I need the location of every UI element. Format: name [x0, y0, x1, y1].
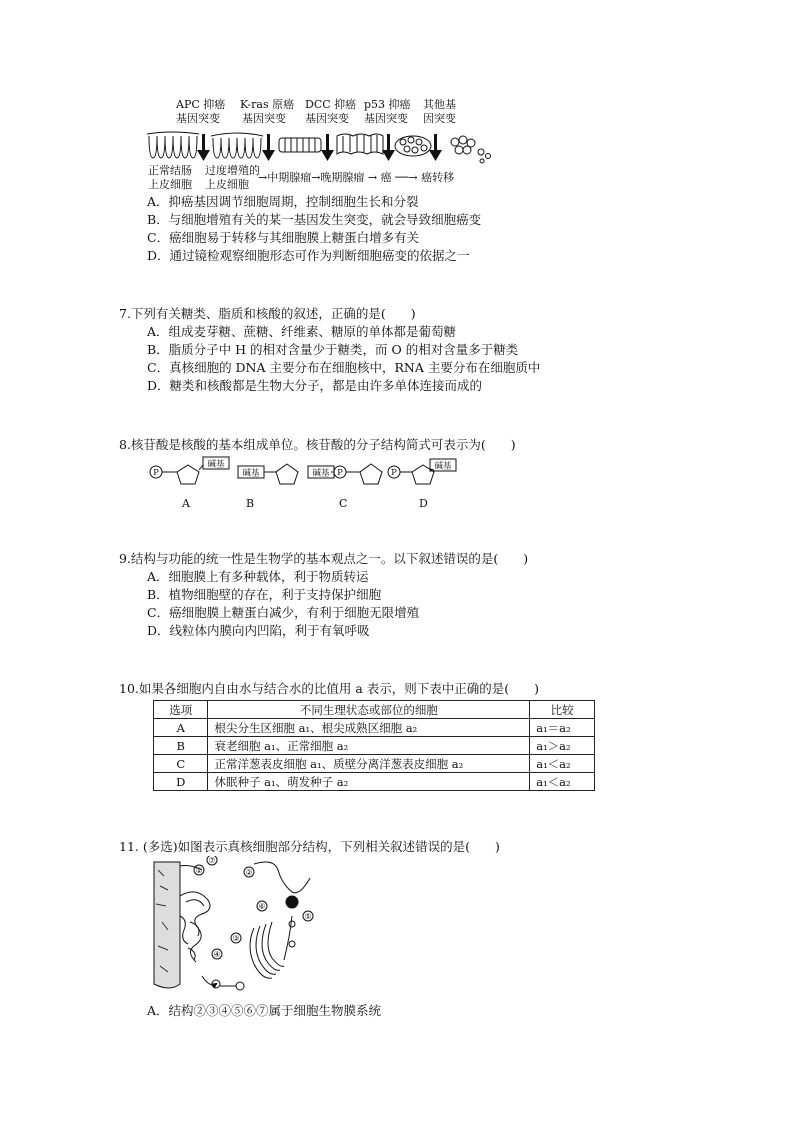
- label-4: ④: [213, 950, 221, 959]
- table-header-row: [154, 701, 595, 719]
- q9-stem: 9.结构与功能的统一性是生物学的基本观点之一。以下叙述错误的是( ): [119, 551, 529, 566]
- table-row[interactable]: [154, 719, 595, 737]
- q7-option-d[interactable]: D．糖类和核酸都是生物大分子，都是由许多单体连接而成的: [147, 378, 483, 393]
- q8-stem: 8.核苷酸是核酸的基本组成单位。核苷酸的分子结构简式可表示为( ): [119, 437, 516, 452]
- q7-stem: 7.下列有关糖类、脂质和核酸的叙述，正确的是( ): [119, 306, 416, 321]
- q8-label-a[interactable]: A: [182, 497, 190, 510]
- row-compare: a₁＜a₂: [530, 773, 595, 791]
- table-row[interactable]: [154, 773, 595, 791]
- stage-label-5: 其他基 因突变: [423, 98, 456, 125]
- row-option: A: [154, 719, 208, 737]
- row-cells: 正常洋葱表皮细胞 a₁、质壁分离洋葱表皮细胞 a₂: [208, 755, 530, 773]
- q6-option-a[interactable]: A．抑癌基因调节细胞周期，控制细胞生长和分裂: [147, 194, 419, 209]
- eukaryotic-cell-structure-illustration: [150, 856, 330, 1001]
- phosphate-a: P: [153, 468, 159, 478]
- cancer-progression-illustration: [145, 128, 495, 168]
- q9-option-a[interactable]: A．细胞膜上有多种载体，利于物质转运: [147, 569, 369, 584]
- row-cells: 休眠种子 a₁、萌发种子 a₂: [208, 773, 530, 791]
- label-1: ①: [195, 866, 203, 875]
- q11-option-a[interactable]: A．结构②③④⑤⑥⑦属于细胞生物膜系统: [147, 1003, 382, 1018]
- row-compare: a₁＜a₂: [530, 755, 595, 773]
- base-a: 碱基: [207, 459, 225, 470]
- q10-stem: 10.如果各细胞内自由水与结合水的比值用 a 表示，则下表中正确的是( ): [119, 681, 540, 696]
- q7-option-a[interactable]: A．组成麦芽糖、蔗糖、纤维素、糖原的单体都是葡萄糖: [147, 324, 457, 339]
- table-row[interactable]: [154, 737, 595, 755]
- q6-option-d[interactable]: D．通过镜检观察细胞形态可作为判断细胞癌变的依据之一: [147, 248, 470, 263]
- header-option: 选项: [154, 701, 208, 719]
- q9-options: [147, 568, 419, 640]
- row-option: D: [154, 773, 208, 791]
- header-cells: 不同生理状态或部位的细胞: [208, 701, 530, 719]
- normal-cell-label: 正常结肠 上皮细胞: [148, 164, 192, 191]
- header-compare: 比较: [530, 701, 595, 719]
- label-5: ⑤: [304, 912, 312, 921]
- stage-label-1: APC 抑癌 基因突变: [176, 98, 226, 125]
- q9-option-b[interactable]: B．植物细胞壁的存在，利于支持保护细胞: [147, 587, 382, 602]
- q10-table: [153, 700, 595, 791]
- nucleotide-structure-options: [145, 455, 465, 495]
- base-c: 碱基: [312, 468, 330, 479]
- label-7: ⑦: [208, 856, 216, 865]
- stage-label-4: p53 抑癌 基因突变: [364, 98, 411, 125]
- phosphate-d: P: [391, 468, 397, 478]
- progression-label: →中期腺瘤→晚期腺瘤 → 癌 ──→ 癌转移: [258, 171, 455, 184]
- q11-stem: 11. (多选)如图表示真核细胞部分结构，下列相关叙述错误的是( ): [119, 839, 500, 854]
- row-cells: 衰老细胞 a₁、正常细胞 a₂: [208, 737, 530, 755]
- q6-option-b[interactable]: B．与细胞增殖有关的某一基因发生突变，就会导致细胞癌变: [147, 212, 482, 227]
- row-cells: 根尖分生区细胞 a₁、根尖成熟区细胞 a₂: [208, 719, 530, 737]
- table-row[interactable]: [154, 755, 595, 773]
- base-b: 碱基: [242, 468, 260, 479]
- label-3: ③: [232, 934, 240, 943]
- q7-options: [147, 323, 540, 395]
- q9-option-c[interactable]: C．癌细胞膜上糖蛋白减少，有利于细胞无限增殖: [147, 605, 420, 620]
- base-d: 碱基: [434, 461, 452, 472]
- q8-label-b[interactable]: B: [246, 497, 255, 510]
- row-compare: a₁＞a₂: [530, 737, 595, 755]
- stage-label-3: DCC 抑癌 基因突变: [305, 98, 357, 125]
- label-2: ②: [245, 868, 253, 877]
- q8-label-c[interactable]: C: [339, 497, 348, 510]
- phosphate-c: P: [337, 468, 343, 478]
- hyperproliferative-label: 过度增殖的 上皮细胞: [205, 164, 260, 191]
- q6-options: [147, 193, 481, 265]
- q7-option-b[interactable]: B．脂质分子中 H 的相对含量少于糖类，而 O 的相对含量多于糖类: [147, 342, 519, 357]
- stage-label-2: K-ras 原癌 基因突变: [240, 98, 295, 125]
- q7-option-c[interactable]: C．真核细胞的 DNA 主要分布在细胞核中，RNA 主要分布在细胞质中: [147, 360, 541, 375]
- row-option: B: [154, 737, 208, 755]
- q9-option-d[interactable]: D．线粒体内膜向内凹陷，利于有氧呼吸: [147, 623, 370, 638]
- q6-option-c[interactable]: C．癌细胞易于转移与其细胞膜上糖蛋白增多有关: [147, 230, 420, 245]
- q8-label-d[interactable]: D: [419, 497, 428, 510]
- row-option: C: [154, 755, 208, 773]
- row-compare: a₁＝a₂: [530, 719, 595, 737]
- label-6: ⑥: [258, 902, 266, 911]
